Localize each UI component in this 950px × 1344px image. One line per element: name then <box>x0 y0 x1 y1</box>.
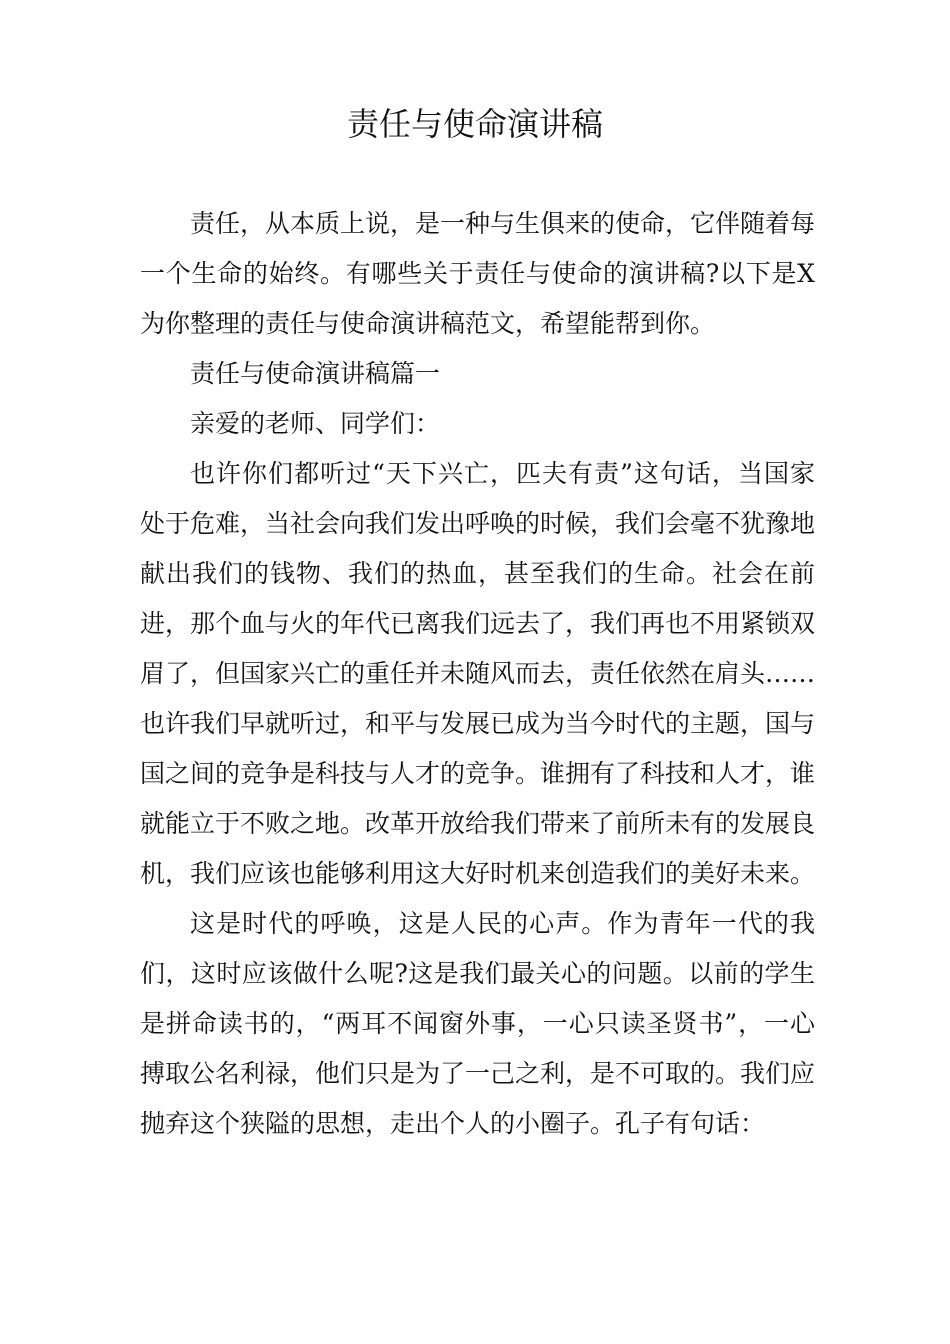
section-heading: 责任与使命演讲稿篇一 <box>190 359 441 388</box>
body-paragraph: 也许你们都听过“天下兴亡，匹夫有责”这句话，当国家处于危难，当社会向我们发出呼唤的时候，我们会毫不犹豫地献出我们的钱物、我们的热血，甚至我们的生命。社会在前进，那个血与火的年代已离我们远去了，我们再也不用紧锁双眉了，但国家兴亡的重任并未随风而去，责任依然在肩头……也许我们早就听过，和平与发展已成为当今时代的主题，国与国之间的竞争是科技与人才的竞争。谁拥有了科技和人才，谁就能立于不败之地。改革开放给我们带来了前所未有的发展良机，我们应该也能够利用这大好时机来创造我们的美好未来。 <box>140 459 816 888</box>
salutation: 亲爱的老师、同学们： <box>190 409 441 438</box>
document-title: 责任与使命演讲稿 <box>346 105 603 143</box>
body-paragraph: 这是时代的呼唤，这是人民的心声。作为青年一代的我们，这时应该做什么呢?这是我们最关心的问题。以前的学生是拼命读书的，“两耳不闻窗外事，一心只读圣贤书”，一心搏取公名利禄，他们只是为了一己之利，是不可取的。我们应抛弃这个狭隘的思想，走出个人的小圈子。孔子有句话： <box>140 909 816 1138</box>
document-body <box>140 199 815 1149</box>
intro-paragraph: 责任，从本质上说，是一种与生俱来的使命，它伴随着每一个生命的始终。有哪些关于责任与使命的演讲稿?以下是X为你整理的责任与使命演讲稿范文，希望能帮到你。 <box>140 209 816 338</box>
